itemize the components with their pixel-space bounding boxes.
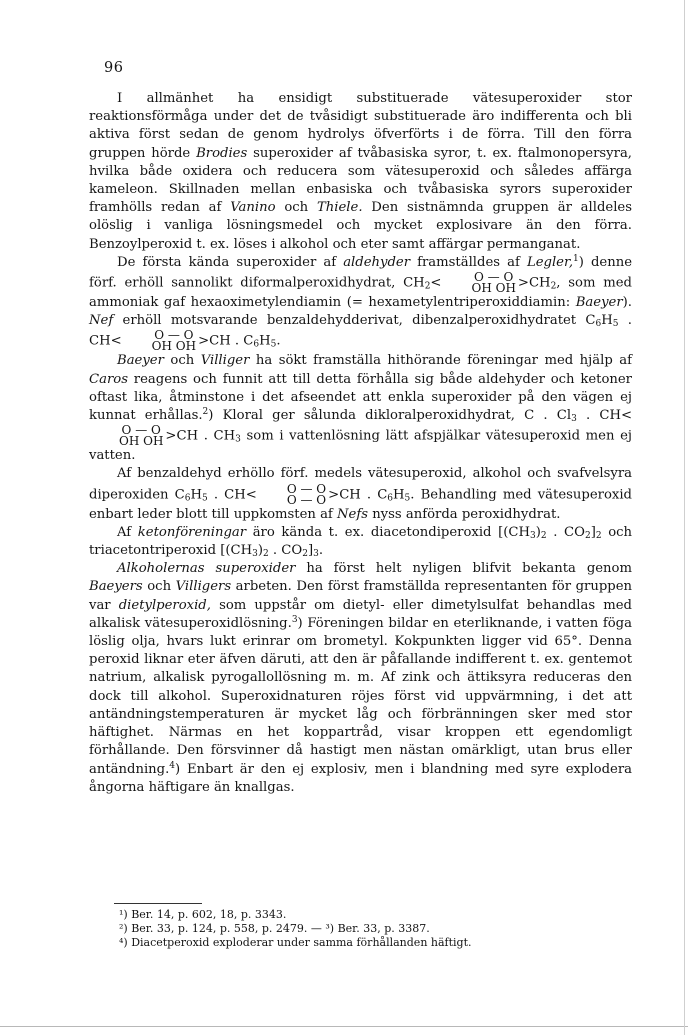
subscript: 3	[313, 549, 319, 560]
subscript: 2	[302, 549, 308, 560]
text-run: ha först helt nyligen blifvit bekanta genom	[295, 561, 632, 577]
footnote: ¹) Ber. 14, p. 602, 18, p. 3343.	[119, 908, 287, 921]
formula-bottom: O — O	[286, 492, 327, 507]
subscript: 3	[571, 414, 577, 425]
peroxide-formula	[124, 330, 196, 352]
author-name: Baeyer	[575, 295, 623, 311]
author-name: Vanino	[230, 200, 276, 216]
page-bottom-edge	[0, 1026, 688, 1027]
paragraph-2	[89, 254, 632, 353]
formula-bottom: OH OH	[471, 281, 516, 296]
text-run: ) Enbart är den ej explosiv, men i blandning med syre explodera ångorna häftigare än knallgas.	[89, 761, 632, 795]
text-run: . CO	[268, 543, 303, 559]
bond-bracket: >	[198, 333, 210, 349]
page-number: 96	[104, 60, 124, 76]
text-run: Af	[117, 524, 138, 540]
paragraph-1	[89, 90, 632, 254]
text-run: och	[142, 579, 176, 595]
text-run: ]	[307, 543, 314, 559]
paragraph-4	[89, 465, 632, 523]
subscript: 5	[612, 319, 619, 330]
subscript: 2	[540, 530, 547, 541]
formula-top: O — O	[286, 481, 327, 496]
text-run: . CH	[89, 313, 632, 349]
author-name: Baeyers	[89, 579, 143, 595]
subscript: 5	[404, 493, 411, 504]
subscript: 2	[584, 530, 591, 541]
paragraph-6	[89, 560, 632, 797]
text-run: reagens och funnit att till detta förhålla sig både aldehyder och ketoner oftast lika, åtminstone i det afseendet att enkla superoxider på den vägen ej kunnat erhållas.	[89, 371, 632, 424]
text-run: H	[601, 313, 613, 329]
bond-bracket: <	[620, 408, 633, 424]
text-run: som i vattenlösning lätt afspjälkar vätesuperoxid men ej vatten.	[89, 428, 632, 464]
formula-top: O — O	[121, 423, 161, 438]
text-run: , som med ammoniak gaf hexaoximetylendiamin (= hexametylentriperoxiddiamin:	[89, 275, 633, 311]
text-run: )	[257, 543, 263, 559]
footnote-ref: 3	[291, 614, 298, 625]
text-run: Den sistnämnda gruppen är alldeles olöslig i vanliga lösningsmedel och mycket explosivare än den förra. Benzoylperoxid t. ex. löses i alkohol och eter samt affärgar permanganat.	[89, 200, 632, 252]
author-name: Nefs	[337, 506, 368, 522]
bond-bracket: <	[430, 275, 442, 291]
paragraph-5	[89, 524, 632, 560]
subscript: 6	[253, 339, 260, 350]
text-run: H	[190, 487, 202, 503]
author-name: Baeyer	[117, 353, 164, 369]
footnote-ref: 4	[169, 760, 176, 771]
footnote: ⁴) Diacetperoxid exploderar under samma förhållanden häftigt.	[119, 936, 472, 949]
text-run: arbeten. Den först framställda representanten för gruppen var	[89, 579, 632, 613]
text-run: och	[275, 200, 317, 216]
subscript: 5	[270, 339, 277, 350]
subscript: 6	[184, 493, 191, 504]
text-run: CH	[528, 275, 551, 291]
text-run: ]	[590, 524, 596, 540]
subscript: 3	[530, 530, 536, 541]
text-run: . CH	[576, 408, 621, 424]
text-run: ) Föreningen bildar en eterliknande, i vatten föga löslig olja, hvars lukt erinrar om brometyl. Kokpunkten ligger vid 65°. Denna peroxid liknar eter äfven däruti, att den är påfallande indifferent t. ex. gentemot natrium, alkalisk pyrogallollösning m. m. Af zink och ättiksyra reduceras den dock till alkohol. Superoxidnaturen röjes först vid uppvärmning, i det att antändningstemperaturen är mycket låg och förbränningen sker med stor häftighet. Närmas en het koppartråd, visar kroppen ett egendomligt förhållande. Den försvinner då hastigt men nästan omärkligt, utan brus eller antändning.	[89, 615, 632, 777]
text-run: och	[163, 353, 201, 369]
text-run: Af benzaldehyd erhöllo förf. medels vätesuperoxid, alkohol och svafvelsyra diperoxiden C	[89, 466, 632, 503]
author-name: Nef	[89, 313, 114, 329]
footnote-ref: 1	[573, 253, 579, 264]
text-run: ).	[622, 295, 632, 311]
bond-bracket: <	[110, 333, 122, 349]
emphasis: aldehyder	[343, 254, 411, 270]
emphasis: Alkoholernas superoxider	[117, 561, 296, 577]
paragraph-3	[89, 352, 632, 465]
text-run: . CO	[546, 524, 585, 540]
text-run: CH . CH	[176, 428, 236, 444]
subscript: 3	[252, 549, 258, 560]
text-run: superoxider af tvåbasiska syror, t. ex. ftalmonopersyra, hvilka både oxidera och reducera som vätesuperoxid och således affärga kameleon. Skillnaden mellan enbasiska och tvåbasiska syrors superoxider framhölls redan af	[89, 145, 632, 216]
text-run: De första kända superoxider af	[117, 254, 344, 270]
footnote-ref: 2	[202, 407, 209, 418]
subscript: 3	[235, 434, 241, 445]
peroxide-formula	[443, 272, 515, 294]
text-run: som uppstår om dietyl- eller dimetylsulfat behandlas med alkalisk vätesuperoxidlösning.	[89, 597, 632, 631]
author-name: Thiele.	[316, 200, 363, 216]
text-run: CH . C	[339, 487, 388, 503]
subscript: 2	[595, 530, 602, 541]
subscript: 2	[550, 281, 557, 292]
bond-bracket: >	[328, 487, 340, 503]
emphasis: dietylperoxid,	[118, 597, 211, 613]
subscript: 2	[262, 549, 269, 560]
text-run: och triacetontriperoxid [(CH	[89, 524, 633, 559]
text-run: framställdes af	[410, 254, 527, 270]
text-run: .	[318, 543, 324, 559]
formula-bottom: OH OH	[151, 339, 197, 354]
emphasis: ketonföreningar	[137, 524, 247, 540]
formula-bottom: OH OH	[119, 434, 164, 449]
text-run: )	[535, 524, 541, 540]
bond-bracket: >	[165, 428, 177, 444]
text-run: CH . C	[209, 333, 254, 349]
bond-bracket: <	[245, 487, 257, 503]
formula-top: O — O	[474, 270, 514, 285]
subscript: 6	[595, 319, 602, 330]
text-run: erhöll motsvarande benzaldehydderivat, dibenzalperoxidhydratet C	[113, 313, 596, 329]
peroxide-formula	[91, 425, 163, 447]
author-name: Brodies	[196, 145, 248, 161]
text-run: ) Kloral ger sålunda dikloralperoxidhydrat, C . Cl	[208, 408, 572, 424]
page-right-edge	[684, 0, 685, 1035]
footnote-rule	[114, 903, 202, 904]
footnote: ²) Ber. 33, p. 124, p. 558, p. 2479. — ³) Ber. 33, p. 3387.	[119, 922, 430, 935]
diperoxide-formula	[259, 481, 327, 507]
footnotes	[119, 908, 619, 950]
subscript: 5	[202, 493, 208, 504]
author-name: Caros	[89, 371, 128, 387]
text-run: . CH	[207, 487, 246, 503]
bond-bracket: >	[517, 275, 529, 291]
author-name: Villiger	[200, 353, 250, 369]
text-run: . Behandling med vätesuperoxid enbart leder blott till uppkomsten af	[89, 487, 632, 522]
text-run: .	[276, 333, 281, 349]
body-text	[89, 90, 632, 797]
author-name: Villigers	[175, 579, 232, 595]
formula-top: O — O	[154, 328, 194, 343]
text-run: ha sökt framställa hithörande föreningar med hjälp af	[249, 353, 632, 369]
text-run: H	[259, 333, 271, 349]
subscript: 2	[424, 281, 431, 292]
text-run: nyss anförda peroxidhydrat.	[368, 506, 561, 522]
subscript: 6	[387, 493, 394, 504]
text-run: I allmänhet ha ensidigt substituerade vätesuperoxider stor reaktionsförmåga under det de tvåsidigt substituerade äro indifferenta och bli aktiva först sedan de genom hydrolys öfverförts i de förra. Till den förra gruppen hörde	[89, 91, 632, 161]
text-run: äro kända t. ex. diacetondiperoxid [(CH	[246, 524, 530, 540]
author-name: Legler,	[526, 254, 574, 270]
text-run: H	[393, 487, 405, 503]
text-run: ) denne förf. erhöll sannolikt diformalperoxidhydrat, CH	[89, 254, 633, 291]
